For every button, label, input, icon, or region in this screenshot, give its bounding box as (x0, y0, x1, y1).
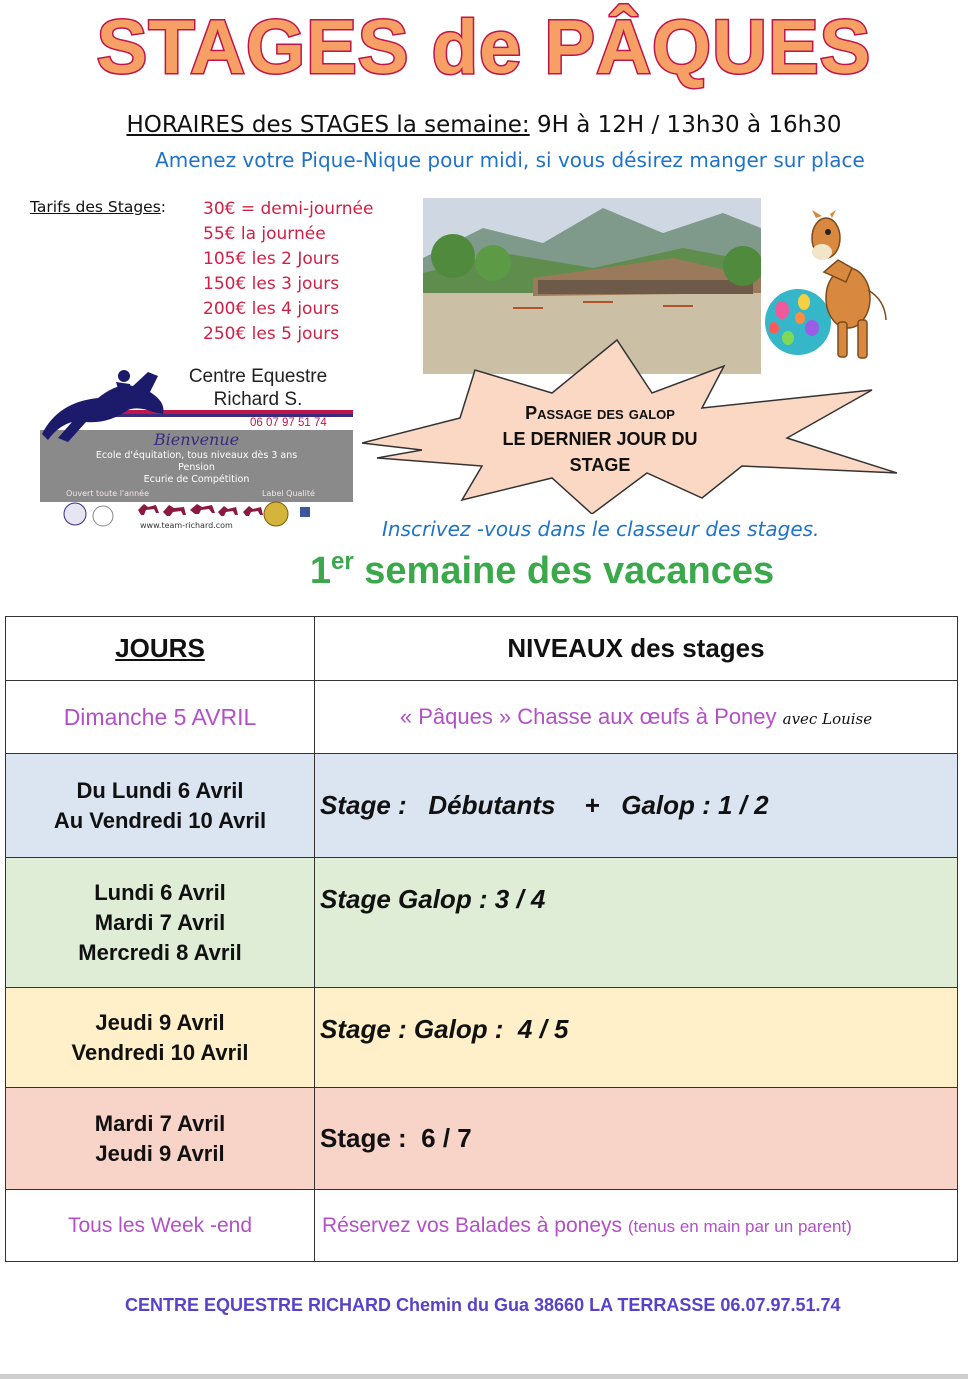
hours-line (0, 112, 968, 138)
tarifs-list (203, 197, 373, 347)
row-day-line: Lundi 6 Avril (94, 879, 226, 905)
row-days (6, 858, 315, 988)
table-row (6, 754, 958, 858)
row-days: Tous les Week -end (6, 1190, 315, 1262)
schedule-table (5, 616, 958, 1262)
footer-address: CENTRE EQUESTRE RICHARD Chemin du Gua 38660 LA TERRASSE 06.07.97.51.74 (125, 1295, 841, 1315)
row-level-note: avec Louise (782, 710, 873, 728)
logo-welcome: Bienvenue (153, 430, 240, 449)
row-day-line: Au Vendredi 10 Avril (53, 807, 267, 833)
week-heading (0, 548, 968, 593)
tarif-item: 30€ = demi-journée (203, 199, 374, 219)
header-jours (6, 617, 315, 681)
hours-value: 9H à 12H / 13h30 à 16h30 (529, 112, 842, 138)
tarif-item: 150€ les 3 jours (203, 274, 340, 294)
row-day-line: Du Lundi 6 Avril (76, 777, 244, 803)
row-level: Stage : Débutants + Galop : 1 / 2 (315, 754, 958, 858)
logo-description (40, 450, 353, 486)
row-level-text: Réservez vos Balades à poneys (322, 1213, 628, 1237)
row-level: Stage : 6 / 7 (315, 1088, 958, 1190)
logo-open: Ouvert toute l'année (66, 489, 150, 498)
logo-name-line1: Centre Equestre (188, 366, 328, 387)
row-days (6, 754, 315, 858)
table-row (6, 681, 958, 754)
row-day-line: Mardi 7 Avril (94, 1110, 226, 1136)
picnic-note: Amenez votre Pique-Nique pour midi, si vous désirez manger sur place (155, 148, 865, 172)
logo-desc-line: Pension (178, 462, 215, 473)
tarif-item: 200€ les 4 jours (203, 299, 340, 319)
row-days (6, 988, 315, 1088)
logo-website: www.team-richard.com (140, 521, 233, 530)
table-row (6, 1190, 958, 1262)
table-row (6, 858, 958, 988)
horse-silhouettes (138, 504, 263, 516)
table-header-row (6, 617, 958, 681)
tarifs-label: Tarifs des Stages: (30, 198, 167, 216)
header-niveaux: NIVEAUX des stages (315, 617, 958, 681)
logo-name (163, 365, 353, 411)
tarif-item: 105€ les 2 Jours (203, 249, 340, 269)
burst-line: LE DERNIER JOUR DU (502, 429, 698, 449)
row-day-line: Mercredi 8 Avril (78, 939, 242, 965)
tarif-item: 55€ la journée (203, 224, 326, 244)
hours-label: HORAIRES des STAGES la semaine: (126, 112, 530, 138)
burst-line: Passage des galop (525, 403, 675, 423)
page-title: STAGES de PÂQUES (96, 5, 872, 90)
row-level-text: « Pâques » Chasse aux œufs à Poney (399, 704, 783, 729)
galop-exam-note (480, 400, 720, 478)
logo-name-line2: Richard S. (213, 389, 303, 410)
registration-note: Inscrivez -vous dans le classeur des stages. (382, 517, 820, 541)
logo-desc-line: Ecurie de Compétition (143, 474, 250, 485)
row-level-note: (tenus en main par un parent) (627, 1216, 852, 1236)
row-level: Stage Galop : 3 / 4 (315, 858, 958, 988)
row-day-line: Mardi 7 Avril (94, 909, 226, 935)
logo-desc-line: Ecole d'équitation, tous niveaux dès 3 ans (95, 450, 298, 461)
logo-phone: 06 07 97 51 74 (250, 417, 327, 429)
table-row (6, 1088, 958, 1190)
row-level (315, 681, 958, 754)
row-day-line: Jeudi 9 Avril (95, 1009, 225, 1035)
bottom-divider (0, 1374, 968, 1379)
burst-line: STAGE (569, 455, 631, 475)
row-level (315, 1190, 958, 1262)
row-day-line: Jeudi 9 Avril (95, 1140, 225, 1166)
table-row (6, 988, 958, 1088)
week-number: 1 (309, 550, 332, 592)
week-sup: er (331, 548, 354, 575)
row-day-line: Vendredi 10 Avril (71, 1039, 249, 1065)
logo-label: Label Qualité (262, 489, 315, 498)
row-days (6, 1088, 315, 1190)
header-jours-text: JOURS (115, 633, 205, 663)
week-text: semaine des vacances (353, 550, 775, 592)
row-days: Dimanche 5 AVRIL (6, 681, 315, 754)
row-level: Stage : Galop : 4 / 5 (315, 988, 958, 1088)
tarif-item: 250€ les 5 jours (203, 324, 340, 344)
tarifs-label-text: Tarifs des Stages (30, 198, 161, 216)
